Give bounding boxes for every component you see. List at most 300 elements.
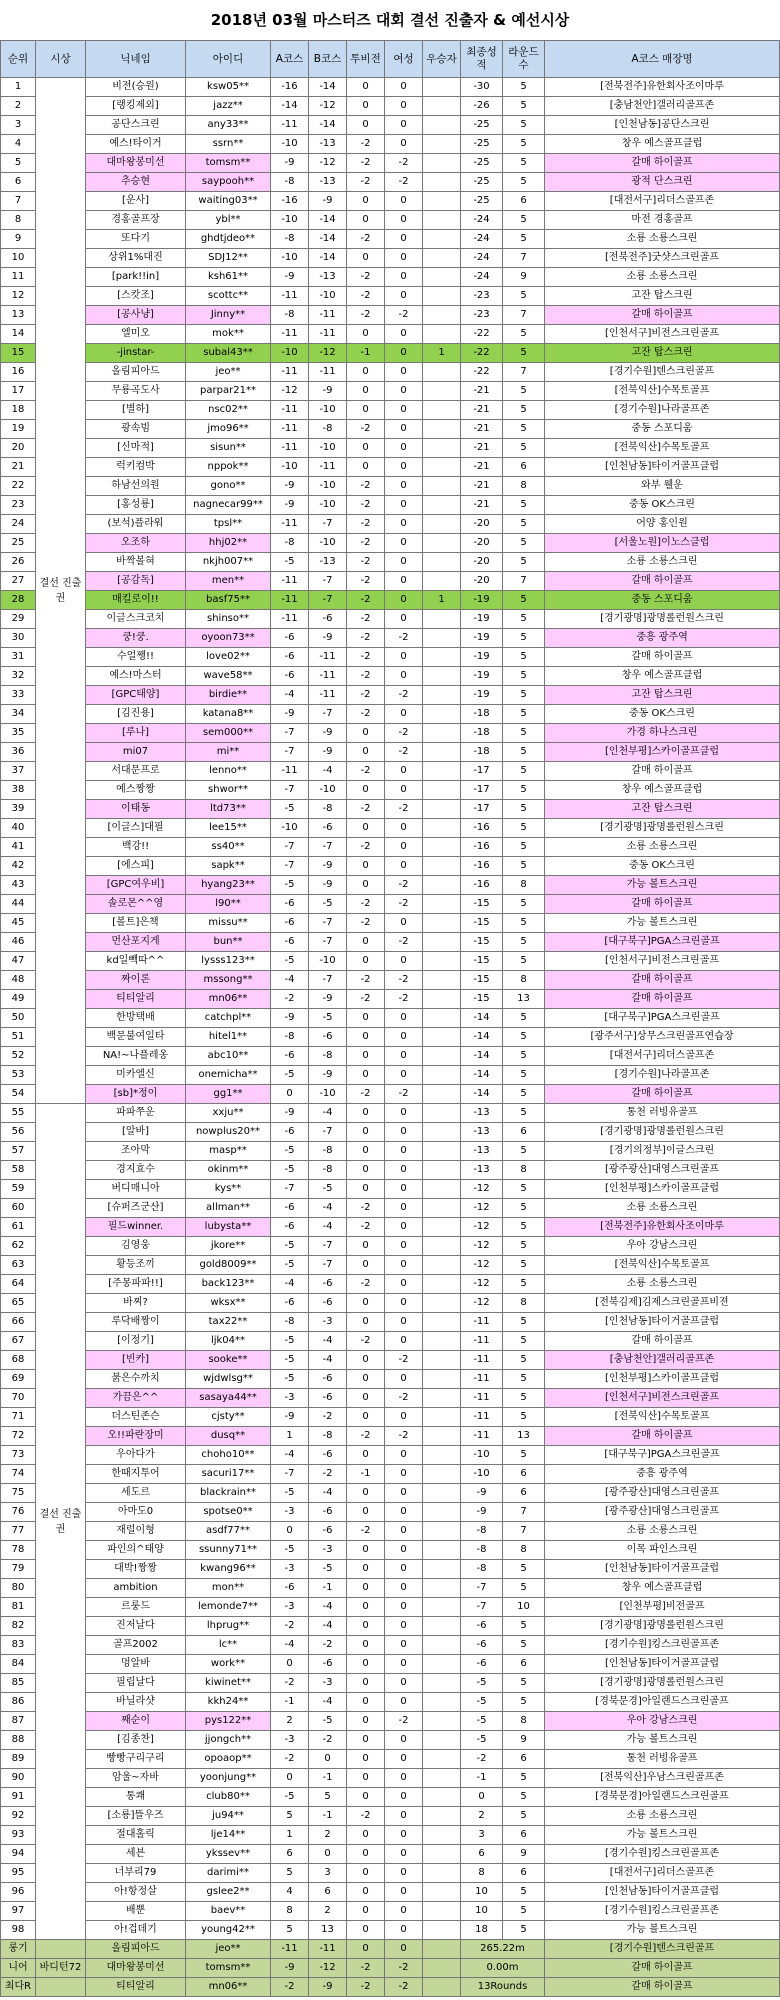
- nickname-cell: 멍알바: [86, 1655, 186, 1674]
- a-course-cell: -6: [271, 1294, 309, 1313]
- rank-cell: 85: [1, 1674, 36, 1693]
- winner-cell: [423, 1199, 461, 1218]
- nickname-cell: 바닐라샷: [86, 1693, 186, 1712]
- b-course-cell: -13: [309, 173, 347, 192]
- shop-name-cell: 갈매 하이골프: [545, 1978, 780, 1997]
- tovision-cell: 0: [347, 1047, 385, 1066]
- female-cell: 0: [385, 1104, 423, 1123]
- b-course-cell: 0: [309, 1750, 347, 1769]
- shop-name-cell: 갈매 하이골프: [545, 1959, 780, 1978]
- column-header: 여성: [385, 41, 423, 78]
- b-course-cell: -8: [309, 1427, 347, 1446]
- a-course-cell: -7: [271, 743, 309, 762]
- final-score-cell: -2: [461, 1750, 503, 1769]
- b-course-cell: -9: [309, 629, 347, 648]
- a-course-cell: -9: [271, 268, 309, 287]
- rank-cell: 83: [1, 1636, 36, 1655]
- final-score-cell: -11: [461, 1351, 503, 1370]
- shop-name-cell: 갈매 하이골프: [545, 895, 780, 914]
- tovision-cell: 0: [347, 1256, 385, 1275]
- table-row: [1, 1427, 780, 1446]
- award-result: 265.22m: [461, 1940, 545, 1959]
- user-id-cell: shinso**: [186, 610, 271, 629]
- a-course-cell: -11: [271, 287, 309, 306]
- award-row: [1, 1978, 780, 1997]
- tovision-cell: -2: [347, 515, 385, 534]
- a-course-cell: -1: [271, 1693, 309, 1712]
- nickname-cell: kd일빽따^^: [86, 952, 186, 971]
- user-id-cell: hyang23**: [186, 876, 271, 895]
- b-course-cell: -13: [309, 135, 347, 154]
- shop-name-cell: [대전서구]리더스골프존: [545, 192, 780, 211]
- shop-name-cell: [경기수원]텐스크린골프: [545, 363, 780, 382]
- winner-cell: [423, 876, 461, 895]
- user-id-cell: mssong**: [186, 971, 271, 990]
- table-row: [1, 515, 780, 534]
- b-course-cell: 3: [309, 1864, 347, 1883]
- winner-cell: 1: [423, 344, 461, 363]
- female-cell: 0: [385, 781, 423, 800]
- user-id-cell: ljk04**: [186, 1332, 271, 1351]
- b-course-cell: -5: [309, 1560, 347, 1579]
- shop-name-cell: [전북전주]유한회사조이마루: [545, 1218, 780, 1237]
- female-cell: 0: [385, 1218, 423, 1237]
- winner-cell: [423, 1104, 461, 1123]
- winner-cell: [423, 743, 461, 762]
- rounds-cell: 5: [503, 515, 545, 534]
- rank-cell: 16: [1, 363, 36, 382]
- shop-name-cell: 가경 하나스크린: [545, 724, 780, 743]
- tovision-cell: -2: [347, 838, 385, 857]
- rounds-cell: 5: [503, 1047, 545, 1066]
- final-score-cell: 10: [461, 1902, 503, 1921]
- final-score-cell: -8: [461, 1541, 503, 1560]
- winner-cell: [423, 458, 461, 477]
- female-cell: 0: [385, 420, 423, 439]
- rank-cell: 84: [1, 1655, 36, 1674]
- final-score-cell: -23: [461, 287, 503, 306]
- rounds-cell: 9: [503, 1845, 545, 1864]
- rounds-cell: 5: [503, 743, 545, 762]
- user-id-cell: gg1**: [186, 1085, 271, 1104]
- female-cell: 0: [385, 838, 423, 857]
- final-score-cell: -15: [461, 914, 503, 933]
- a-course-cell: -8: [271, 1028, 309, 1047]
- final-score-cell: -21: [461, 496, 503, 515]
- rank-cell: 17: [1, 382, 36, 401]
- winner-cell: [423, 1123, 461, 1142]
- rounds-cell: 5: [503, 933, 545, 952]
- female-cell: -2: [385, 306, 423, 325]
- final-score-cell: -11: [461, 1408, 503, 1427]
- female-cell: 0: [385, 534, 423, 553]
- tovision-cell: -2: [347, 1218, 385, 1237]
- final-score-cell: -21: [461, 477, 503, 496]
- nickname-cell: 티티알리: [86, 1978, 186, 1997]
- tovision-cell: -2: [347, 572, 385, 591]
- nickname-cell: [신마적]: [86, 439, 186, 458]
- b-course-cell: 0: [309, 1845, 347, 1864]
- winner-cell: [423, 1655, 461, 1674]
- a-course-cell: -5: [271, 1256, 309, 1275]
- winner-cell: [423, 629, 461, 648]
- female-cell: 0: [385, 1788, 423, 1807]
- shop-name-cell: 소룡 소룡스크린: [545, 1807, 780, 1826]
- nickname-cell: 김영웅: [86, 1237, 186, 1256]
- rounds-cell: 8: [503, 1294, 545, 1313]
- nickname-cell: 예스!타이거: [86, 135, 186, 154]
- rounds-cell: 5: [503, 1028, 545, 1047]
- final-score-cell: -24: [461, 249, 503, 268]
- female-cell: 0: [385, 648, 423, 667]
- winner-cell: [423, 1769, 461, 1788]
- female-cell: 0: [385, 344, 423, 363]
- shop-name-cell: 갈매 하이골프: [545, 762, 780, 781]
- b-course-cell: -13: [309, 553, 347, 572]
- final-score-cell: -12: [461, 1294, 503, 1313]
- nickname-cell: 대박!짱짱: [86, 1560, 186, 1579]
- female-cell: 0: [385, 1142, 423, 1161]
- final-score-cell: -14: [461, 1009, 503, 1028]
- nickname-cell: 르룽드: [86, 1598, 186, 1617]
- a-course-cell: -5: [271, 1066, 309, 1085]
- table-row: [1, 97, 780, 116]
- rank-cell: 4: [1, 135, 36, 154]
- nickname-cell: 티티알리: [86, 990, 186, 1009]
- winner-cell: [423, 1826, 461, 1845]
- b-course-cell: 2: [309, 1902, 347, 1921]
- winner-cell: [423, 363, 461, 382]
- table-row: [1, 1807, 780, 1826]
- final-score-cell: -5: [461, 1674, 503, 1693]
- table-row: [1, 876, 780, 895]
- user-id-cell: love02**: [186, 648, 271, 667]
- user-id-cell: work**: [186, 1655, 271, 1674]
- shop-name-cell: [인천서구]비전스크린골프: [545, 325, 780, 344]
- table-row: [1, 401, 780, 420]
- shop-name-cell: [경북문경]아일랜드스크린골프: [545, 1693, 780, 1712]
- final-score-cell: -20: [461, 553, 503, 572]
- table-row: [1, 363, 780, 382]
- tovision-cell: -1: [347, 1465, 385, 1484]
- nickname-cell: (보석)플라워: [86, 515, 186, 534]
- b-course-cell: -2: [309, 1465, 347, 1484]
- final-score-cell: 6: [461, 1845, 503, 1864]
- shop-name-cell: [대구북구]PGA스크린골프: [545, 933, 780, 952]
- nickname-cell: 붉은수까치: [86, 1370, 186, 1389]
- female-cell: 0: [385, 1484, 423, 1503]
- nickname-cell: 진저날다: [86, 1617, 186, 1636]
- female-cell: 0: [385, 1009, 423, 1028]
- female-cell: 0: [385, 1940, 423, 1959]
- final-score-cell: -11: [461, 1389, 503, 1408]
- table-row: [1, 534, 780, 553]
- nickname-cell: 럭키컴박: [86, 458, 186, 477]
- nickname-cell: 하남선의원: [86, 477, 186, 496]
- table-row: [1, 1902, 780, 1921]
- a-course-cell: 4: [271, 1883, 309, 1902]
- a-course-cell: -9: [271, 1408, 309, 1427]
- tovision-cell: -2: [347, 420, 385, 439]
- female-cell: 0: [385, 1180, 423, 1199]
- b-course-cell: -2: [309, 1408, 347, 1427]
- final-score-cell: -24: [461, 230, 503, 249]
- tovision-cell: 0: [347, 1864, 385, 1883]
- female-cell: 0: [385, 1674, 423, 1693]
- female-cell: 0: [385, 1845, 423, 1864]
- rounds-cell: 5: [503, 914, 545, 933]
- table-row: [1, 382, 780, 401]
- user-id-cell: lee15**: [186, 819, 271, 838]
- user-id-cell: wjdwlsg**: [186, 1370, 271, 1389]
- nickname-cell: [운사]: [86, 192, 186, 211]
- rounds-cell: 7: [503, 363, 545, 382]
- table-row: [1, 743, 780, 762]
- user-id-cell: Jinny**: [186, 306, 271, 325]
- winner-cell: [423, 1598, 461, 1617]
- nickname-cell: 바찌?: [86, 1294, 186, 1313]
- final-score-cell: -14: [461, 1047, 503, 1066]
- winner-cell: 1: [423, 591, 461, 610]
- female-cell: 0: [385, 439, 423, 458]
- user-id-cell: hitel1**: [186, 1028, 271, 1047]
- female-cell: 0: [385, 1902, 423, 1921]
- shop-name-cell: 중흥 광주역: [545, 629, 780, 648]
- user-id-cell: ss40**: [186, 838, 271, 857]
- a-course-cell: -8: [271, 230, 309, 249]
- shop-name-cell: [인천남동]타이거골프클럽: [545, 1313, 780, 1332]
- shop-name-cell: 소룡 소룡스크린: [545, 838, 780, 857]
- nickname-cell: [주몽파파!!]: [86, 1275, 186, 1294]
- tovision-cell: 0: [347, 1237, 385, 1256]
- rounds-cell: 5: [503, 1389, 545, 1408]
- user-id-cell: opoaop**: [186, 1750, 271, 1769]
- table-row: [1, 192, 780, 211]
- winner-cell: [423, 1332, 461, 1351]
- table-row: [1, 610, 780, 629]
- final-score-cell: 3: [461, 1826, 503, 1845]
- user-id-cell: hhj02**: [186, 534, 271, 553]
- final-score-cell: -15: [461, 971, 503, 990]
- final-score-cell: -17: [461, 762, 503, 781]
- nickname-cell: 백문불여일타: [86, 1028, 186, 1047]
- b-course-cell: -7: [309, 914, 347, 933]
- user-id-cell: bun**: [186, 933, 271, 952]
- tovision-cell: 0: [347, 78, 385, 97]
- rounds-cell: 5: [503, 1009, 545, 1028]
- rounds-cell: 6: [503, 1750, 545, 1769]
- female-cell: 0: [385, 401, 423, 420]
- column-header: 최종성적: [461, 41, 503, 78]
- b-course-cell: -1: [309, 1579, 347, 1598]
- table-row: [1, 781, 780, 800]
- final-score-cell: -6: [461, 1617, 503, 1636]
- b-course-cell: -3: [309, 1674, 347, 1693]
- nickname-cell: 통쾌: [86, 1788, 186, 1807]
- user-id-cell: yoonjung**: [186, 1769, 271, 1788]
- table-row: [1, 1503, 780, 1522]
- a-course-cell: 0: [271, 1769, 309, 1788]
- nickname-cell: 버디매니아: [86, 1180, 186, 1199]
- female-cell: -2: [385, 743, 423, 762]
- b-course-cell: -5: [309, 1180, 347, 1199]
- tovision-cell: -2: [347, 135, 385, 154]
- female-cell: 0: [385, 1028, 423, 1047]
- award-row: [1, 1959, 780, 1978]
- rounds-cell: 5: [503, 648, 545, 667]
- rounds-cell: 5: [503, 1617, 545, 1636]
- a-course-cell: -11: [271, 762, 309, 781]
- rank-cell: 61: [1, 1218, 36, 1237]
- rounds-cell: 10: [503, 1598, 545, 1617]
- a-course-cell: -10: [271, 135, 309, 154]
- tovision-cell: 0: [347, 249, 385, 268]
- rounds-cell: 5: [503, 78, 545, 97]
- nickname-cell: 암울~자바: [86, 1769, 186, 1788]
- tovision-cell: -2: [347, 762, 385, 781]
- shop-name-cell: [인천서구]비전스크린골프: [545, 1389, 780, 1408]
- winner-cell: [423, 192, 461, 211]
- user-id-cell: lenno**: [186, 762, 271, 781]
- rank-cell: 89: [1, 1750, 36, 1769]
- tovision-cell: 0: [347, 1902, 385, 1921]
- user-id-cell: pys122**: [186, 1712, 271, 1731]
- nickname-cell: -jinstar-: [86, 344, 186, 363]
- a-course-cell: -4: [271, 686, 309, 705]
- a-course-cell: -11: [271, 420, 309, 439]
- female-cell: 0: [385, 325, 423, 344]
- a-course-cell: -10: [271, 458, 309, 477]
- female-cell: 0: [385, 1066, 423, 1085]
- a-course-cell: -14: [271, 97, 309, 116]
- winner-cell: [423, 572, 461, 591]
- b-course-cell: -4: [309, 762, 347, 781]
- user-id-cell: tomsm**: [186, 1959, 271, 1978]
- user-id-cell: ybl**: [186, 211, 271, 230]
- rounds-cell: 5: [503, 686, 545, 705]
- final-score-cell: -12: [461, 1275, 503, 1294]
- table-row: [1, 344, 780, 363]
- b-course-cell: -4: [309, 1484, 347, 1503]
- nickname-cell: [이글스]대필: [86, 819, 186, 838]
- final-score-cell: -12: [461, 1218, 503, 1237]
- final-score-cell: 2: [461, 1807, 503, 1826]
- shop-name-cell: 갈매 하이골프: [545, 1427, 780, 1446]
- shop-name-cell: 갈매 하이골프: [545, 1085, 780, 1104]
- tovision-cell: 0: [347, 1541, 385, 1560]
- shop-name-cell: 소룡 소룡스크린: [545, 1275, 780, 1294]
- rank-cell: 91: [1, 1788, 36, 1807]
- b-course-cell: -1: [309, 1769, 347, 1788]
- shop-name-cell: [경기수원]나라골프존: [545, 1066, 780, 1085]
- a-course-cell: -10: [271, 819, 309, 838]
- table-row: [1, 1275, 780, 1294]
- tovision-cell: 0: [347, 1750, 385, 1769]
- nickname-cell: [볼트]은책: [86, 914, 186, 933]
- final-score-cell: -11: [461, 1332, 503, 1351]
- rounds-cell: 6: [503, 192, 545, 211]
- tovision-cell: 0: [347, 439, 385, 458]
- female-cell: 0: [385, 515, 423, 534]
- user-id-cell: l90**: [186, 895, 271, 914]
- a-course-cell: 1: [271, 1427, 309, 1446]
- female-cell: 0: [385, 553, 423, 572]
- final-score-cell: -21: [461, 382, 503, 401]
- rank-cell: 87: [1, 1712, 36, 1731]
- nickname-cell: 우아다가: [86, 1446, 186, 1465]
- tovision-cell: -2: [347, 667, 385, 686]
- table-row: [1, 895, 780, 914]
- winner-cell: [423, 534, 461, 553]
- winner-cell: [423, 1579, 461, 1598]
- rank-cell: 30: [1, 629, 36, 648]
- rounds-cell: 8: [503, 971, 545, 990]
- rounds-cell: 5: [503, 1237, 545, 1256]
- rounds-cell: 5: [503, 1446, 545, 1465]
- winner-cell: [423, 610, 461, 629]
- shop-name-cell: [인천부평]스카이골프클럽: [545, 1180, 780, 1199]
- nickname-cell: 광속빔: [86, 420, 186, 439]
- final-score-cell: -23: [461, 306, 503, 325]
- female-cell: 0: [385, 1047, 423, 1066]
- b-course-cell: -10: [309, 952, 347, 971]
- female-cell: 0: [385, 1408, 423, 1427]
- rank-cell: 45: [1, 914, 36, 933]
- table-row: [1, 154, 780, 173]
- winner-cell: [423, 1408, 461, 1427]
- female-cell: 0: [385, 1560, 423, 1579]
- nickname-cell: 세븐: [86, 1845, 186, 1864]
- shop-name-cell: 창우 예스골프클럽: [545, 667, 780, 686]
- rank-cell: 18: [1, 401, 36, 420]
- column-header: A코스 매장명: [545, 41, 780, 78]
- final-score-cell: -19: [461, 648, 503, 667]
- female-cell: 0: [385, 1123, 423, 1142]
- nickname-cell: [별하]: [86, 401, 186, 420]
- table-row: [1, 1484, 780, 1503]
- tovision-cell: -2: [347, 629, 385, 648]
- final-score-cell: -14: [461, 1066, 503, 1085]
- female-cell: 0: [385, 1826, 423, 1845]
- b-course-cell: -9: [309, 857, 347, 876]
- award-result: 0.00m: [461, 1959, 545, 1978]
- winner-cell: [423, 1028, 461, 1047]
- a-course-cell: -5: [271, 1161, 309, 1180]
- b-course-cell: -10: [309, 781, 347, 800]
- user-id-cell: darimi**: [186, 1864, 271, 1883]
- female-cell: -2: [385, 724, 423, 743]
- table-row: [1, 591, 780, 610]
- column-header: 라운드수: [503, 41, 545, 78]
- table-row: [1, 990, 780, 1009]
- shop-name-cell: [전북익산]수목토골프: [545, 1256, 780, 1275]
- final-score-cell: -20: [461, 572, 503, 591]
- shop-name-cell: 소룡 소룡스크린: [545, 268, 780, 287]
- nickname-cell: 비전(승원): [86, 78, 186, 97]
- final-score-cell: -16: [461, 819, 503, 838]
- final-score-cell: -21: [461, 420, 503, 439]
- column-header: B코스: [309, 41, 347, 78]
- final-score-cell: -8: [461, 1522, 503, 1541]
- female-cell: 0: [385, 1370, 423, 1389]
- winner-cell: [423, 1788, 461, 1807]
- a-course-cell: 8: [271, 1902, 309, 1921]
- tovision-cell: 0: [347, 1674, 385, 1693]
- winner-cell: [423, 1180, 461, 1199]
- rounds-cell: 8: [503, 1541, 545, 1560]
- rounds-cell: 5: [503, 1902, 545, 1921]
- tovision-cell: 0: [347, 1769, 385, 1788]
